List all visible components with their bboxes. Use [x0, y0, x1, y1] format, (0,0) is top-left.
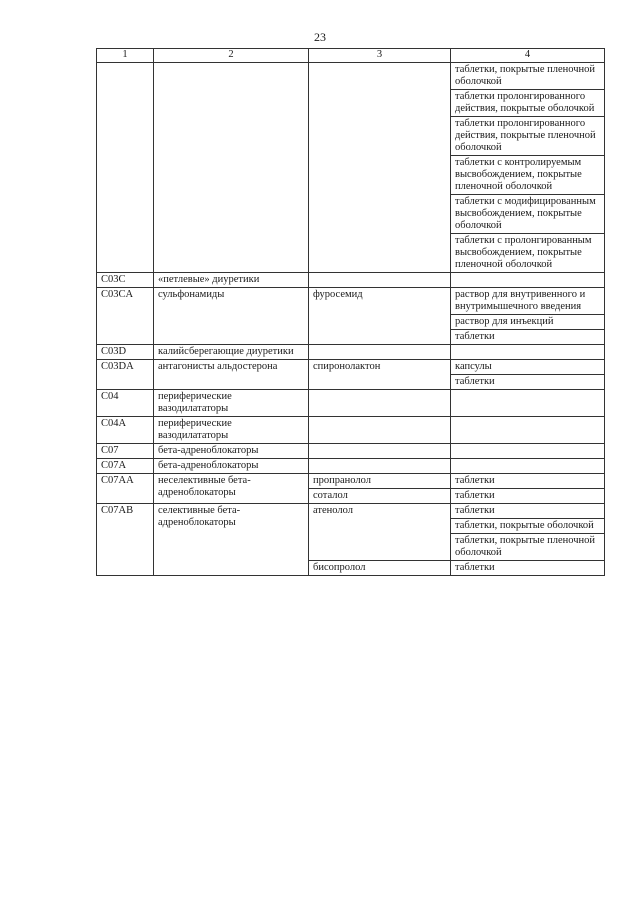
group-cell: селективные бета-адреноблокаторы [154, 504, 309, 576]
form-cell: раствор для инъекций [451, 315, 605, 330]
drug-cell: спиронолактон [309, 360, 451, 390]
form-cell: таблетки [451, 489, 605, 504]
form-cell [451, 345, 605, 360]
drug-cell [309, 273, 451, 288]
code-cell: C03C [97, 273, 154, 288]
form-cell [451, 273, 605, 288]
form-cell: таблетки, покрытые пленочной оболочкой [451, 63, 605, 90]
drug-cell: фуросемид [309, 288, 451, 345]
table-row [97, 288, 605, 315]
group-cell: антагонисты альдостерона [154, 360, 309, 390]
code-cell: C04A [97, 417, 154, 444]
code-cell: C04 [97, 390, 154, 417]
drug-cell [309, 63, 451, 273]
drug-cell [309, 459, 451, 474]
form-cell: таблетки [451, 561, 605, 576]
form-cell [451, 444, 605, 459]
drug-cell: бисопролол [309, 561, 451, 576]
code-cell: C07A [97, 459, 154, 474]
form-cell: таблетки [451, 504, 605, 519]
group-cell: бета-адреноблокаторы [154, 444, 309, 459]
table-row [97, 459, 605, 474]
drug-cell [309, 444, 451, 459]
table-row [97, 417, 605, 444]
form-cell: таблетки, покрытые оболочкой [451, 519, 605, 534]
group-cell: неселективные бета-адреноблокаторы [154, 474, 309, 504]
group-cell: периферические вазодилататоры [154, 417, 309, 444]
code-cell: C07 [97, 444, 154, 459]
code-cell [97, 63, 154, 273]
group-cell [154, 63, 309, 273]
form-cell [451, 390, 605, 417]
form-cell: таблетки [451, 375, 605, 390]
table-row [97, 345, 605, 360]
group-cell: сульфонамиды [154, 288, 309, 345]
form-cell: таблетки с пролонгированным высвобождением, покрытые пленочной оболочкой [451, 234, 605, 273]
table-row [97, 504, 605, 519]
form-cell: таблетки с модифицированным высвобождением, покрытые оболочкой [451, 195, 605, 234]
form-cell: таблетки, покрытые пленочной оболочкой [451, 534, 605, 561]
drug-cell: пропранолол [309, 474, 451, 489]
form-cell: капсулы [451, 360, 605, 375]
code-cell: C07AB [97, 504, 154, 576]
code-cell: C07AA [97, 474, 154, 504]
code-cell: C03DA [97, 360, 154, 390]
column-header-4: 4 [451, 49, 605, 63]
table-row [97, 474, 605, 489]
code-cell: C03D [97, 345, 154, 360]
drug-cell [309, 345, 451, 360]
column-header-3: 3 [309, 49, 451, 63]
header-row [97, 49, 605, 63]
form-cell: таблетки [451, 330, 605, 345]
table-row [97, 444, 605, 459]
drug-cell [309, 417, 451, 444]
page-number: 23 [314, 30, 326, 44]
column-header-2: 2 [154, 49, 309, 63]
code-cell: C03CA [97, 288, 154, 345]
form-cell [451, 417, 605, 444]
table-row [97, 360, 605, 375]
form-cell: таблетки [451, 474, 605, 489]
form-cell: таблетки пролонгированного действия, покрытые пленочной оболочкой [451, 117, 605, 156]
form-cell: раствор для внутривенного и внутримышечного введения [451, 288, 605, 315]
drug-cell: атенолол [309, 504, 451, 561]
form-cell: таблетки с контролируемым высвобождением, покрытые пленочной оболочкой [451, 156, 605, 195]
group-cell: бета-адреноблокаторы [154, 459, 309, 474]
table-row [97, 63, 605, 90]
table-row [97, 390, 605, 417]
group-cell: калийсберегающие диуретики [154, 345, 309, 360]
group-cell: периферические вазодилататоры [154, 390, 309, 417]
form-cell: таблетки пролонгированного действия, покрытые оболочкой [451, 90, 605, 117]
group-cell: «петлевые» диуретики [154, 273, 309, 288]
column-header-1: 1 [97, 49, 154, 63]
table-row [97, 273, 605, 288]
form-cell [451, 459, 605, 474]
drug-table [96, 48, 605, 576]
drug-cell: соталол [309, 489, 451, 504]
drug-cell [309, 390, 451, 417]
